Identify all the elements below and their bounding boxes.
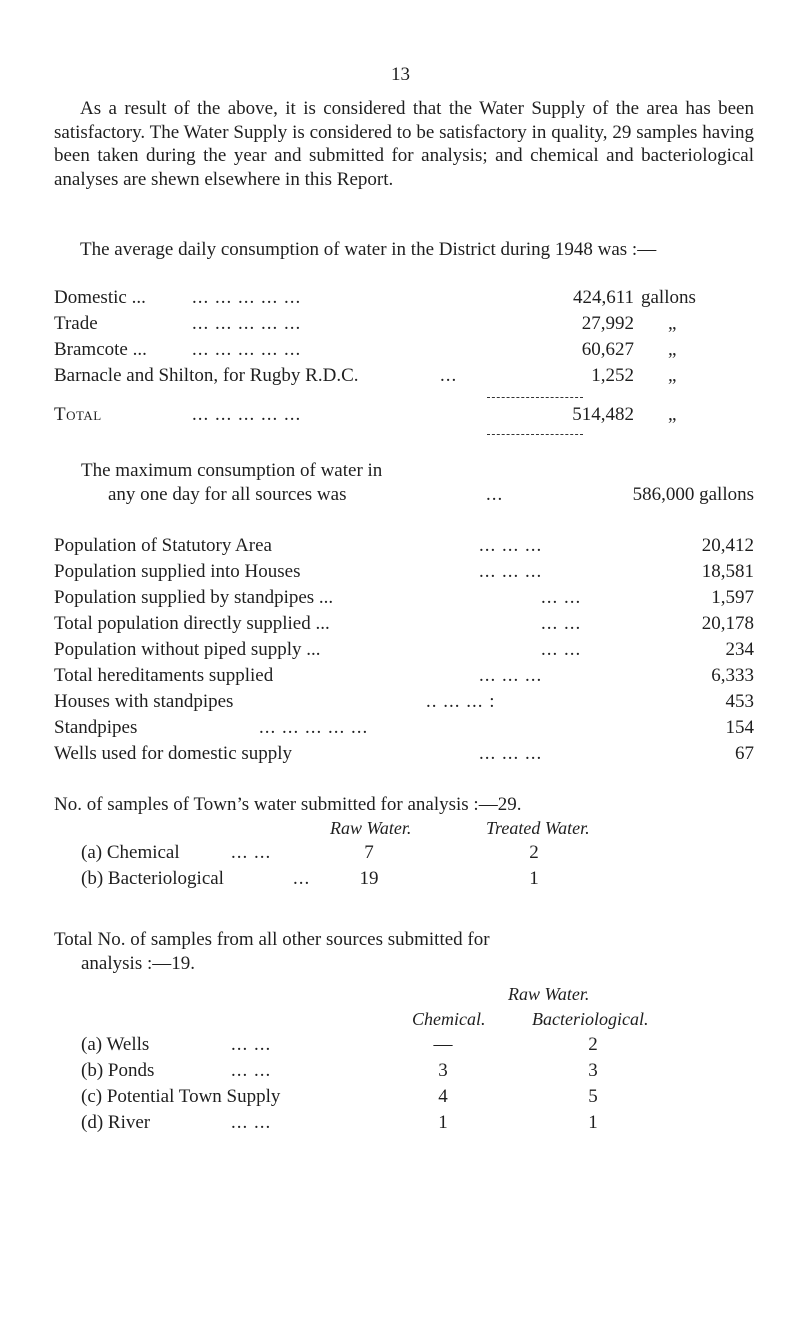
- population-row-houses-standpipes: Houses with standpipes .. ... ... : 453: [54, 691, 754, 712]
- town-samples-heading: No. of samples of Town’s water submitted for analysis :—29.: [54, 794, 522, 815]
- other-samples-heading-line2: analysis :—19.: [81, 953, 195, 974]
- population-row-hereditaments: Total hereditaments supplied ... ... ... 6,333: [54, 665, 754, 686]
- other-col-bacteriological: Bacteriological.: [532, 1009, 649, 1029]
- max-consumption-line1: The maximum consumption of water in: [81, 460, 383, 481]
- consumption-row-barnacle: Barnacle and Shilton, for Rugby R.D.C. ... 1,252 „: [54, 365, 677, 386]
- other-col-group: Raw Water.: [508, 984, 590, 1004]
- population-row-standpipes: Population supplied by standpipes ... ... ... 1,597: [54, 587, 754, 608]
- population-row-without-piped: Population without piped supply ... ... ... 234: [54, 639, 754, 660]
- other-row-river: (d) River ... ... 1 1: [81, 1112, 598, 1133]
- population-row-statutory-area: Population of Statutory Area ... ... ... 20,412: [54, 535, 754, 556]
- town-row-bacteriological: (b) Bacteriological ... 19 1: [81, 868, 539, 889]
- population-row-total-supplied: Total population directly supplied ... ... ... 20,178: [54, 613, 754, 634]
- total-rule-top: [487, 397, 583, 398]
- consumption-heading: The average daily consumption of water in the District during 1948 was :—: [80, 239, 657, 260]
- consumption-row-trade: Trade ... ... ... ... ... 27,992 „: [54, 313, 677, 334]
- other-row-ponds: (b) Ponds ... ... 3 3: [81, 1060, 598, 1081]
- consumption-row-domestic: Domestic ... ... ... ... ... ... 424,611 gallons: [54, 287, 696, 308]
- town-col-treated: Treated Water.: [486, 818, 590, 838]
- intro-text: As a result of the above, it is considered that the Water Supply of the area has been satisfactory. The Water Supply is considered to be satisfactory in quality, 29 samples having been taken during the year and submitted for analysis; and chemical and bacteriological analyses are shewn elsewhere in this Report.: [54, 98, 754, 190]
- total-rule-bottom: [487, 434, 583, 435]
- intro-paragraph: [54, 97, 754, 191]
- population-row-into-houses: Population supplied into Houses ... ... ... 18,581: [54, 561, 754, 582]
- town-row-chemical: (a) Chemical ... ... 7 2: [81, 842, 539, 863]
- consumption-row-total: Total ... ... ... ... ... 514,482 „: [54, 404, 677, 425]
- other-row-wells: (a) Wells ... ... — 2: [81, 1034, 598, 1055]
- other-row-potential-town-supply: (c) Potential Town Supply 4 5: [81, 1086, 598, 1107]
- town-col-raw: Raw Water.: [330, 818, 412, 838]
- population-row-wells: Wells used for domestic supply ... ... ... 67: [54, 743, 754, 764]
- population-row-standpipe-count: Standpipes ... ... ... ... ... 154: [54, 717, 754, 738]
- max-consumption-line2: any one day for all sources was ... 586,000 gallons: [108, 484, 754, 505]
- page-number: 13: [391, 64, 410, 85]
- consumption-row-bramcote: Bramcote ... ... ... ... ... ... 60,627 „: [54, 339, 677, 360]
- other-samples-heading-line1: Total No. of samples from all other sources submitted for: [54, 929, 490, 950]
- other-col-chemical: Chemical.: [412, 1009, 486, 1029]
